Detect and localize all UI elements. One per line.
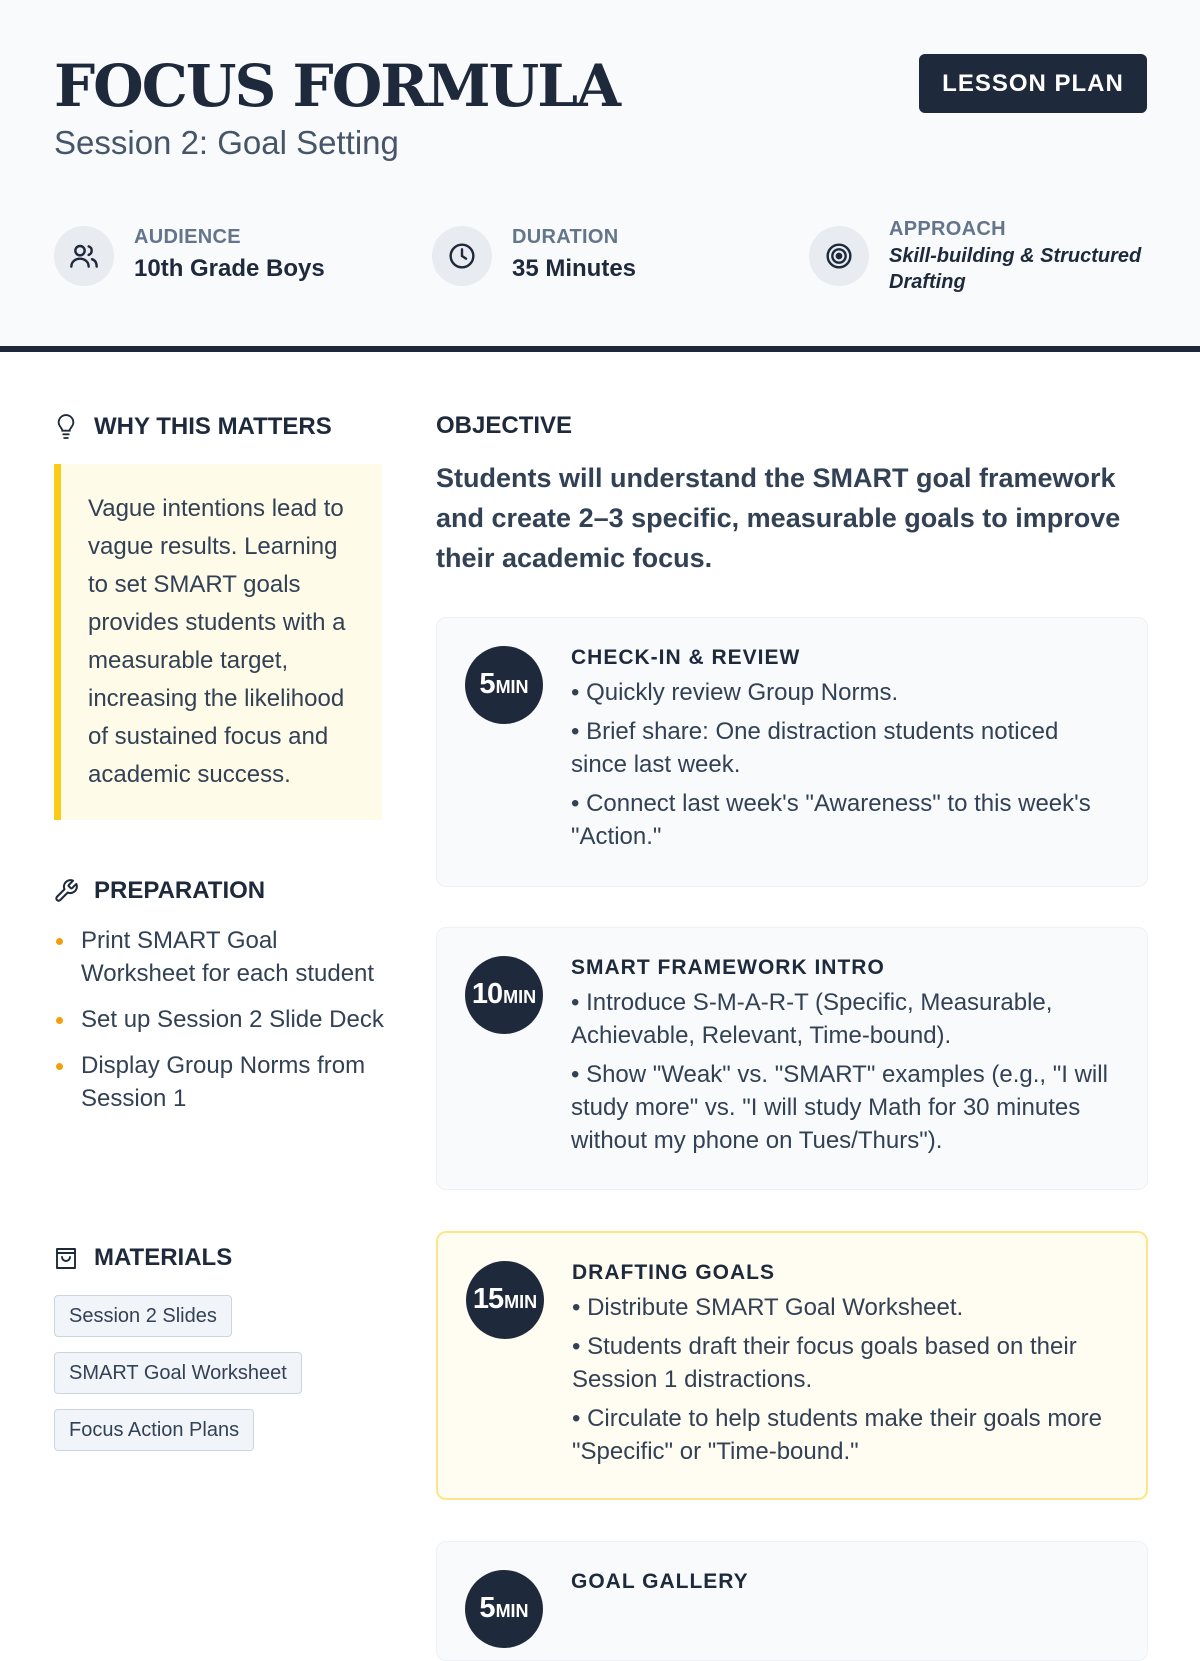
activity-title: DRAFTING GOALS xyxy=(572,1261,775,1284)
duration-badge: 15 MIN xyxy=(466,1261,544,1339)
activity-card xyxy=(436,1541,1148,1661)
activity-item: • Introduce S-M-A-R-T (Specific, Measurable, Achievable, Relevant, Time-bound). xyxy=(571,989,1053,1049)
users-icon xyxy=(54,226,114,286)
activity-item: • Distribute SMART Goal Worksheet. xyxy=(572,1294,964,1321)
meta-approach xyxy=(809,218,1154,295)
section-title: MATERIALS xyxy=(94,1244,233,1271)
activity-title: SMART FRAMEWORK INTRO xyxy=(571,956,885,979)
section-title: PREPARATION xyxy=(94,877,266,904)
meta-label: AUDIENCE xyxy=(134,226,241,248)
meta-value: 10th Grade Boys xyxy=(134,255,325,282)
activity-item: • Students draft their focus goals based on their Session 1 distractions. xyxy=(572,1333,1077,1393)
duration-badge: 10 MIN xyxy=(465,956,543,1034)
why-heading xyxy=(54,413,332,441)
target-icon xyxy=(809,226,869,286)
clock-icon xyxy=(432,226,492,286)
material-chip: Focus Action Plans xyxy=(54,1409,254,1451)
material-chip: Session 2 Slides xyxy=(54,1295,232,1337)
activity-item: • Quickly review Group Norms. xyxy=(571,679,899,706)
list-item: Print SMART Goal Worksheet for each student xyxy=(54,924,384,990)
header xyxy=(0,0,1200,352)
meta-audience xyxy=(54,226,325,286)
section-title: WHY THIS MATTERS xyxy=(94,413,332,440)
activity-title: GOAL GALLERY xyxy=(571,1570,749,1593)
meta-value: Skill-building & Structured Drafting xyxy=(889,245,1142,293)
activity-item: • Show "Weak" vs. "SMART" examples (e.g., "I will study more" vs. "I will study Math for 30 minutes without my phone on Tues/Thurs"). xyxy=(571,1061,1108,1154)
list-item: Set up Session 2 Slide Deck xyxy=(54,1003,384,1036)
objective-text: Students will understand the SMART goal framework and create 2–3 specific, measurable goals to improve their academic focus. xyxy=(436,463,1121,573)
page-subtitle: Session 2: Goal Setting xyxy=(54,124,399,161)
duration-badge: 5 MIN xyxy=(465,1570,543,1648)
objective-heading: OBJECTIVE xyxy=(436,412,573,439)
wrench-icon xyxy=(54,878,78,904)
duration-badge: 5 MIN xyxy=(465,646,543,724)
activity-card-active xyxy=(436,1231,1148,1500)
activity-card xyxy=(436,617,1148,887)
meta-duration xyxy=(432,226,636,286)
activity-title: CHECK-IN & REVIEW xyxy=(571,646,801,669)
activity-item: • Connect last week's "Awareness" to this week's "Action." xyxy=(571,790,1091,850)
why-callout: Vague intentions lead to vague results. Learning to set SMART goals provides students with a measurable target, increasing the likelihood of sustained focus and academic success. xyxy=(54,464,382,820)
meta-label: APPROACH xyxy=(889,218,1006,240)
meta-value: 35 Minutes xyxy=(512,255,637,282)
meta-label: DURATION xyxy=(512,226,619,248)
activity-item: • Brief share: One distraction students noticed since last week. xyxy=(571,718,1059,778)
lesson-plan-badge[interactable]: LESSON PLAN xyxy=(919,54,1147,113)
preparation-heading xyxy=(54,877,265,905)
lightbulb-icon xyxy=(54,414,78,440)
activity-item: • Circulate to help students make their goals more "Specific" or "Time-bound." xyxy=(572,1405,1102,1465)
page-title: FOCUS FORMULA xyxy=(54,52,619,120)
materials-heading xyxy=(54,1244,232,1272)
material-chip: SMART Goal Worksheet xyxy=(54,1352,302,1394)
list-item: Display Group Norms from Session 1 xyxy=(54,1049,384,1115)
bag-icon xyxy=(54,1245,78,1271)
activity-card xyxy=(436,927,1148,1190)
preparation-list xyxy=(54,924,384,1128)
